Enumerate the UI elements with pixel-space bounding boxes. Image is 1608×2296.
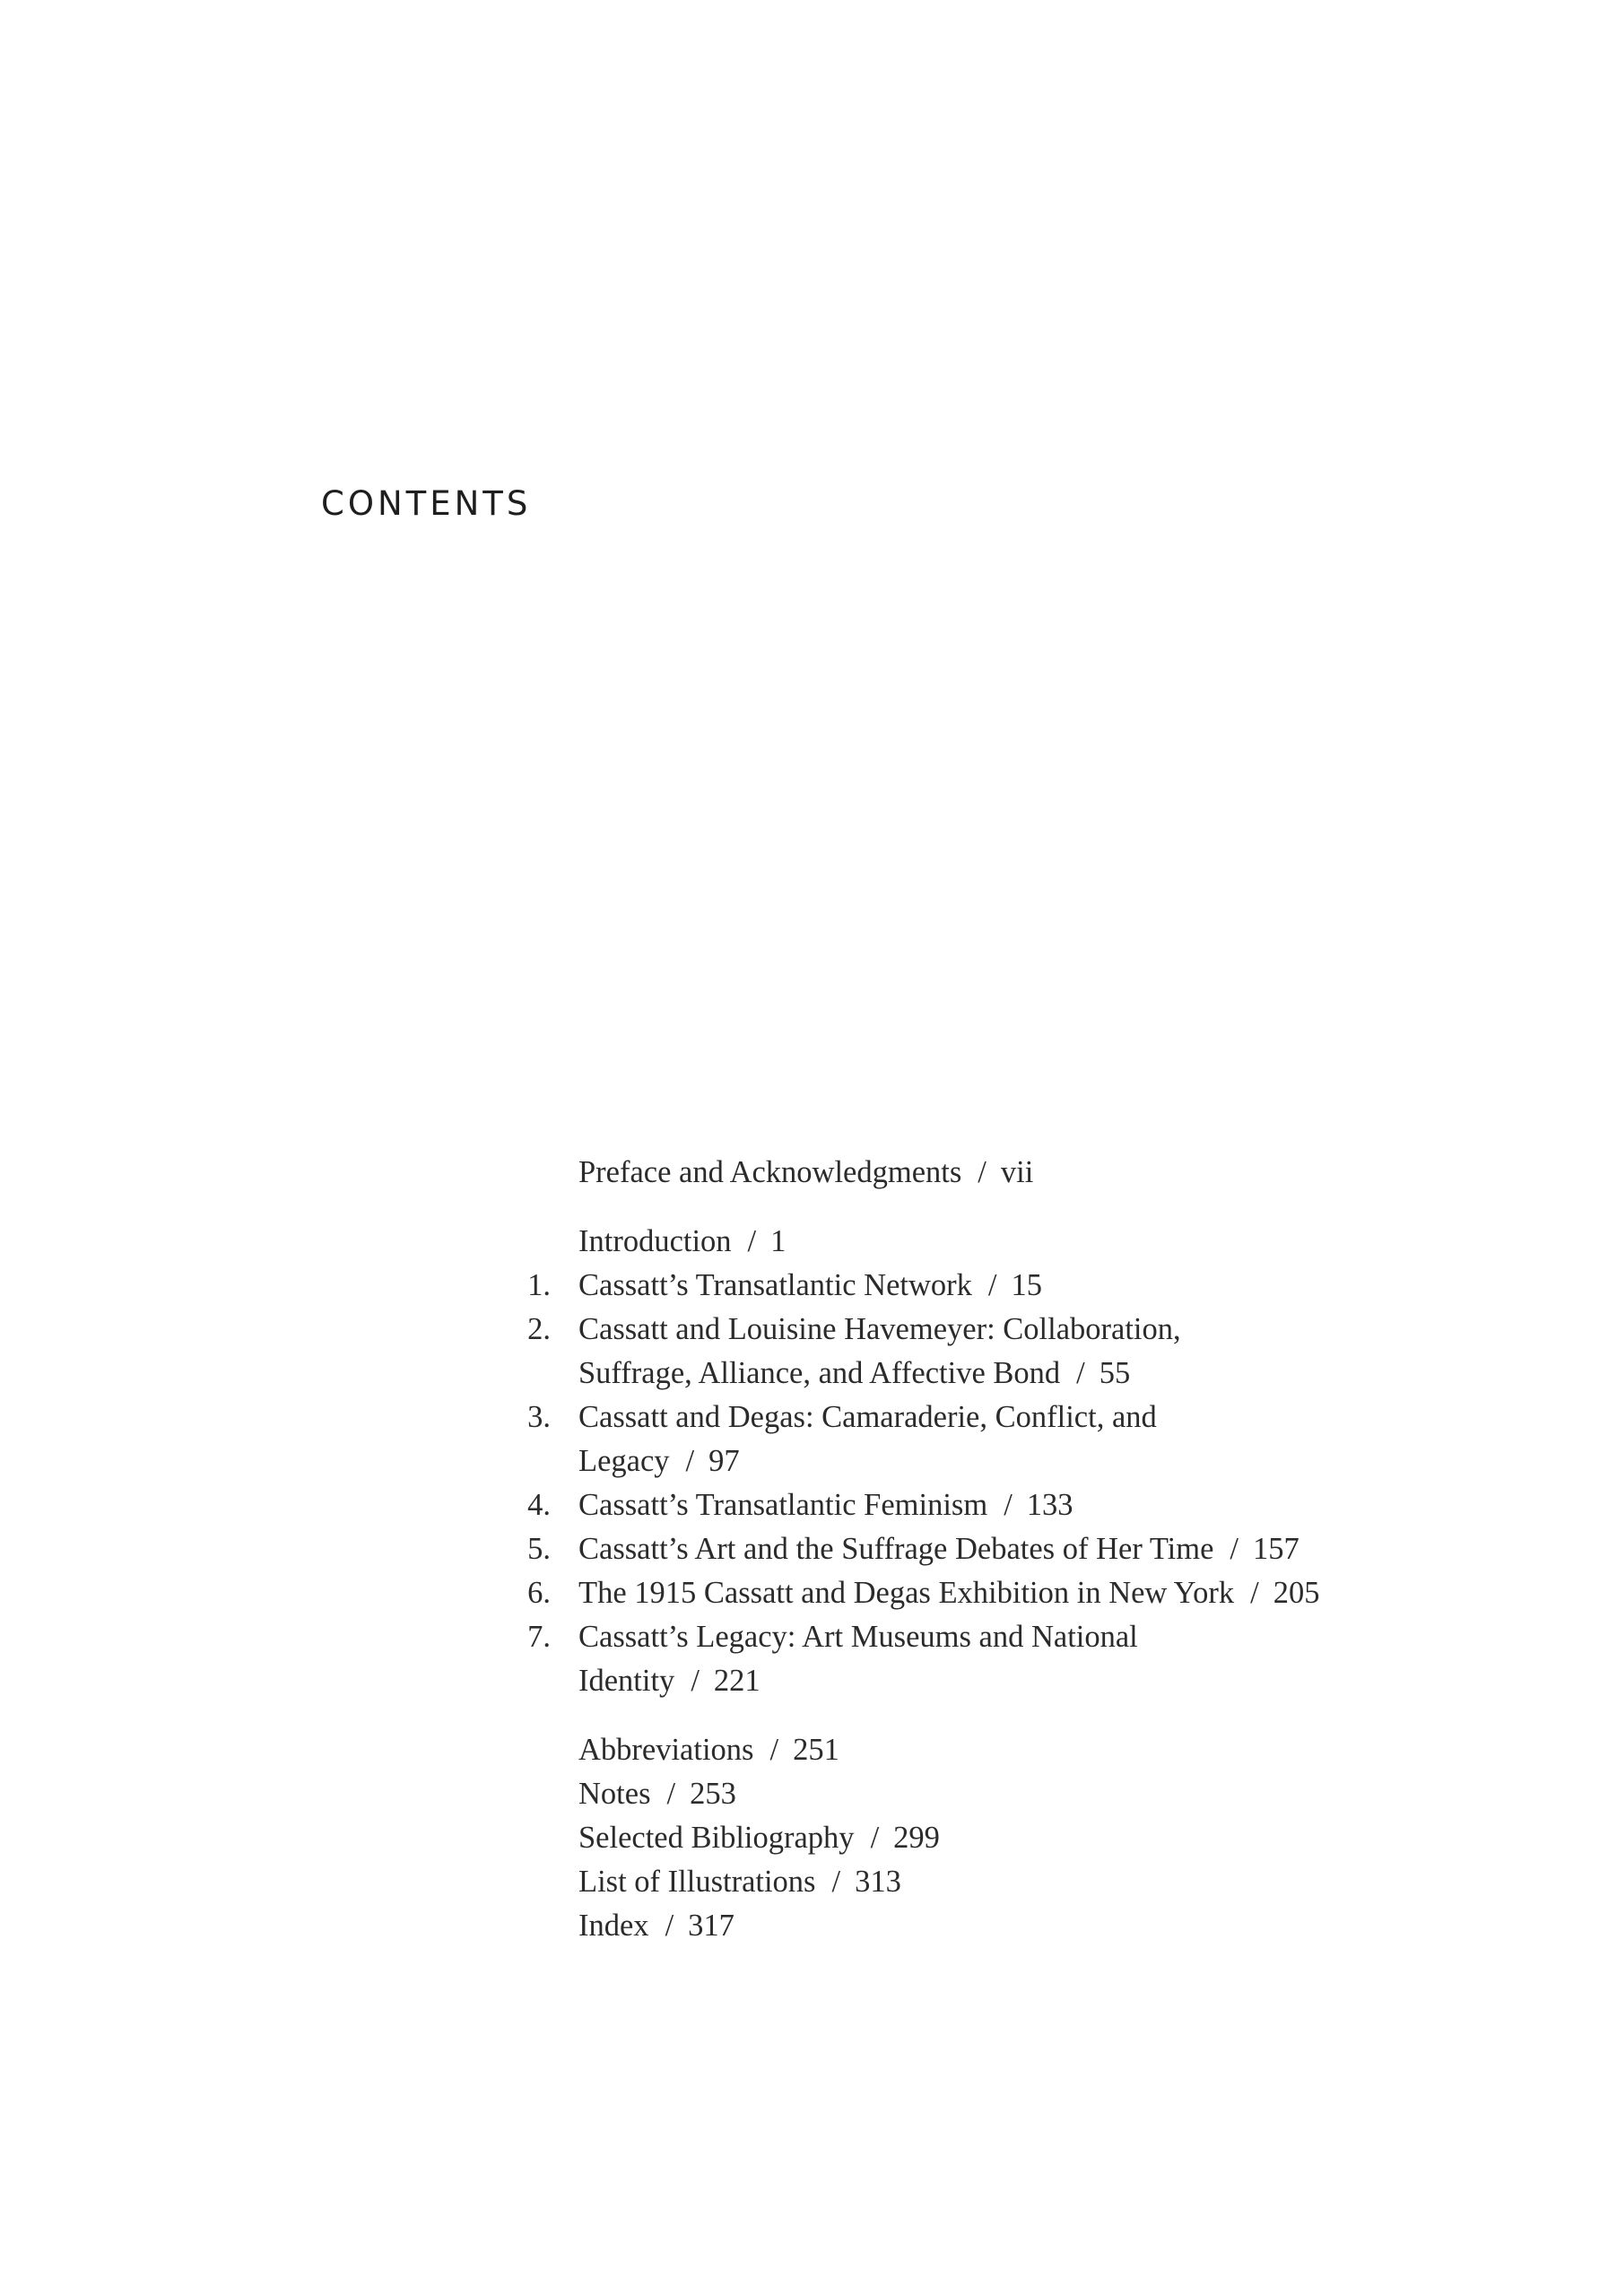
toc-entry-text [578,1351,1130,1396]
toc-page-number: 299 [893,1821,940,1855]
toc-page-number: 251 [793,1733,839,1767]
toc-entry-text [578,1658,761,1703]
chapter-number: 5. [527,1532,551,1566]
toc-entry-text [578,1150,1033,1195]
toc-entry-title: Identity [578,1664,675,1698]
toc-entry-text [578,1483,1073,1527]
chapter-number: 4. [527,1488,551,1522]
toc-entry-title: Cassatt and Louisine Havemeyer: Collaboration, [578,1312,1181,1346]
toc-entry-title: Selected Bibliography [578,1821,855,1855]
toc-page-number: 253 [690,1777,736,1811]
toc-entry-title: Preface and Acknowledgments [578,1155,962,1189]
toc-separator: / [978,1155,987,1189]
toc-entry-text [578,1815,940,1860]
toc-page-number: 133 [1026,1488,1073,1522]
toc-separator: / [831,1865,841,1899]
chapter-number: 6. [527,1576,551,1610]
toc-separator: / [665,1909,674,1943]
toc-separator: / [685,1444,695,1478]
toc-separator: / [1076,1356,1085,1390]
toc-entry-text [578,1570,1319,1615]
toc-entry-title: The 1915 Cassatt and Degas Exhibition in New York [578,1576,1235,1610]
toc-entry-text [578,1771,736,1816]
toc-entry-title: Cassatt’s Art and the Suffrage Debates of Her Time [578,1532,1214,1566]
toc-entry-text [578,1263,1042,1308]
toc-separator: / [987,1268,997,1302]
toc-entry-text [578,1903,734,1948]
toc-entry-title: Index [578,1909,649,1943]
toc-entry-title: Abbreviations [578,1733,754,1767]
toc-entry-title: Cassatt and Degas: Camaraderie, Conflict, and [578,1400,1157,1434]
toc-separator: / [1250,1576,1259,1610]
toc-entry-text [578,1727,839,1772]
toc-page-number: 157 [1253,1532,1299,1566]
toc-entry-title: Legacy [578,1444,670,1478]
toc-page-number: 205 [1273,1576,1320,1610]
toc-page-number: 15 [1011,1268,1042,1302]
chapter-number: 1. [527,1268,551,1302]
toc-entry-text [578,1219,786,1264]
toc-separator: / [870,1821,880,1855]
toc-entry-text [578,1439,740,1483]
toc-page-number: 313 [855,1865,901,1899]
toc-entry-title: List of Illustrations [578,1865,816,1899]
toc-page-number: 1 [770,1224,787,1258]
toc-page-number: 221 [713,1664,761,1698]
toc-separator: / [1230,1532,1239,1566]
toc-entry-title: Cassatt’s Transatlantic Network [578,1268,972,1302]
chapter-number: 3. [527,1400,551,1434]
chapter-number: 2. [527,1312,551,1346]
toc-page-number: vii [1000,1155,1034,1189]
toc-entry-title: Cassatt’s Transatlantic Feminism [578,1488,988,1522]
toc-entry-text [578,1859,901,1904]
toc-page-number: 317 [688,1909,734,1943]
toc-page-number: 97 [708,1444,740,1478]
toc-separator: / [666,1777,676,1811]
contents-heading: CONTENTS [321,484,532,523]
toc-entry-text [578,1526,1299,1571]
toc-separator: / [769,1733,779,1767]
toc-entry-title: Notes [578,1777,651,1811]
toc-separator: / [1004,1488,1013,1522]
toc-entry-title: Cassatt’s Legacy: Art Museums and National [578,1620,1138,1654]
chapter-number: 7. [527,1620,551,1654]
toc-separator: / [747,1224,757,1258]
toc-entry-title: Introduction [578,1224,732,1258]
toc-separator: / [691,1664,700,1698]
toc-page-number: 55 [1099,1356,1131,1390]
toc-entry-title: Suffrage, Alliance, and Affective Bond [578,1356,1061,1390]
